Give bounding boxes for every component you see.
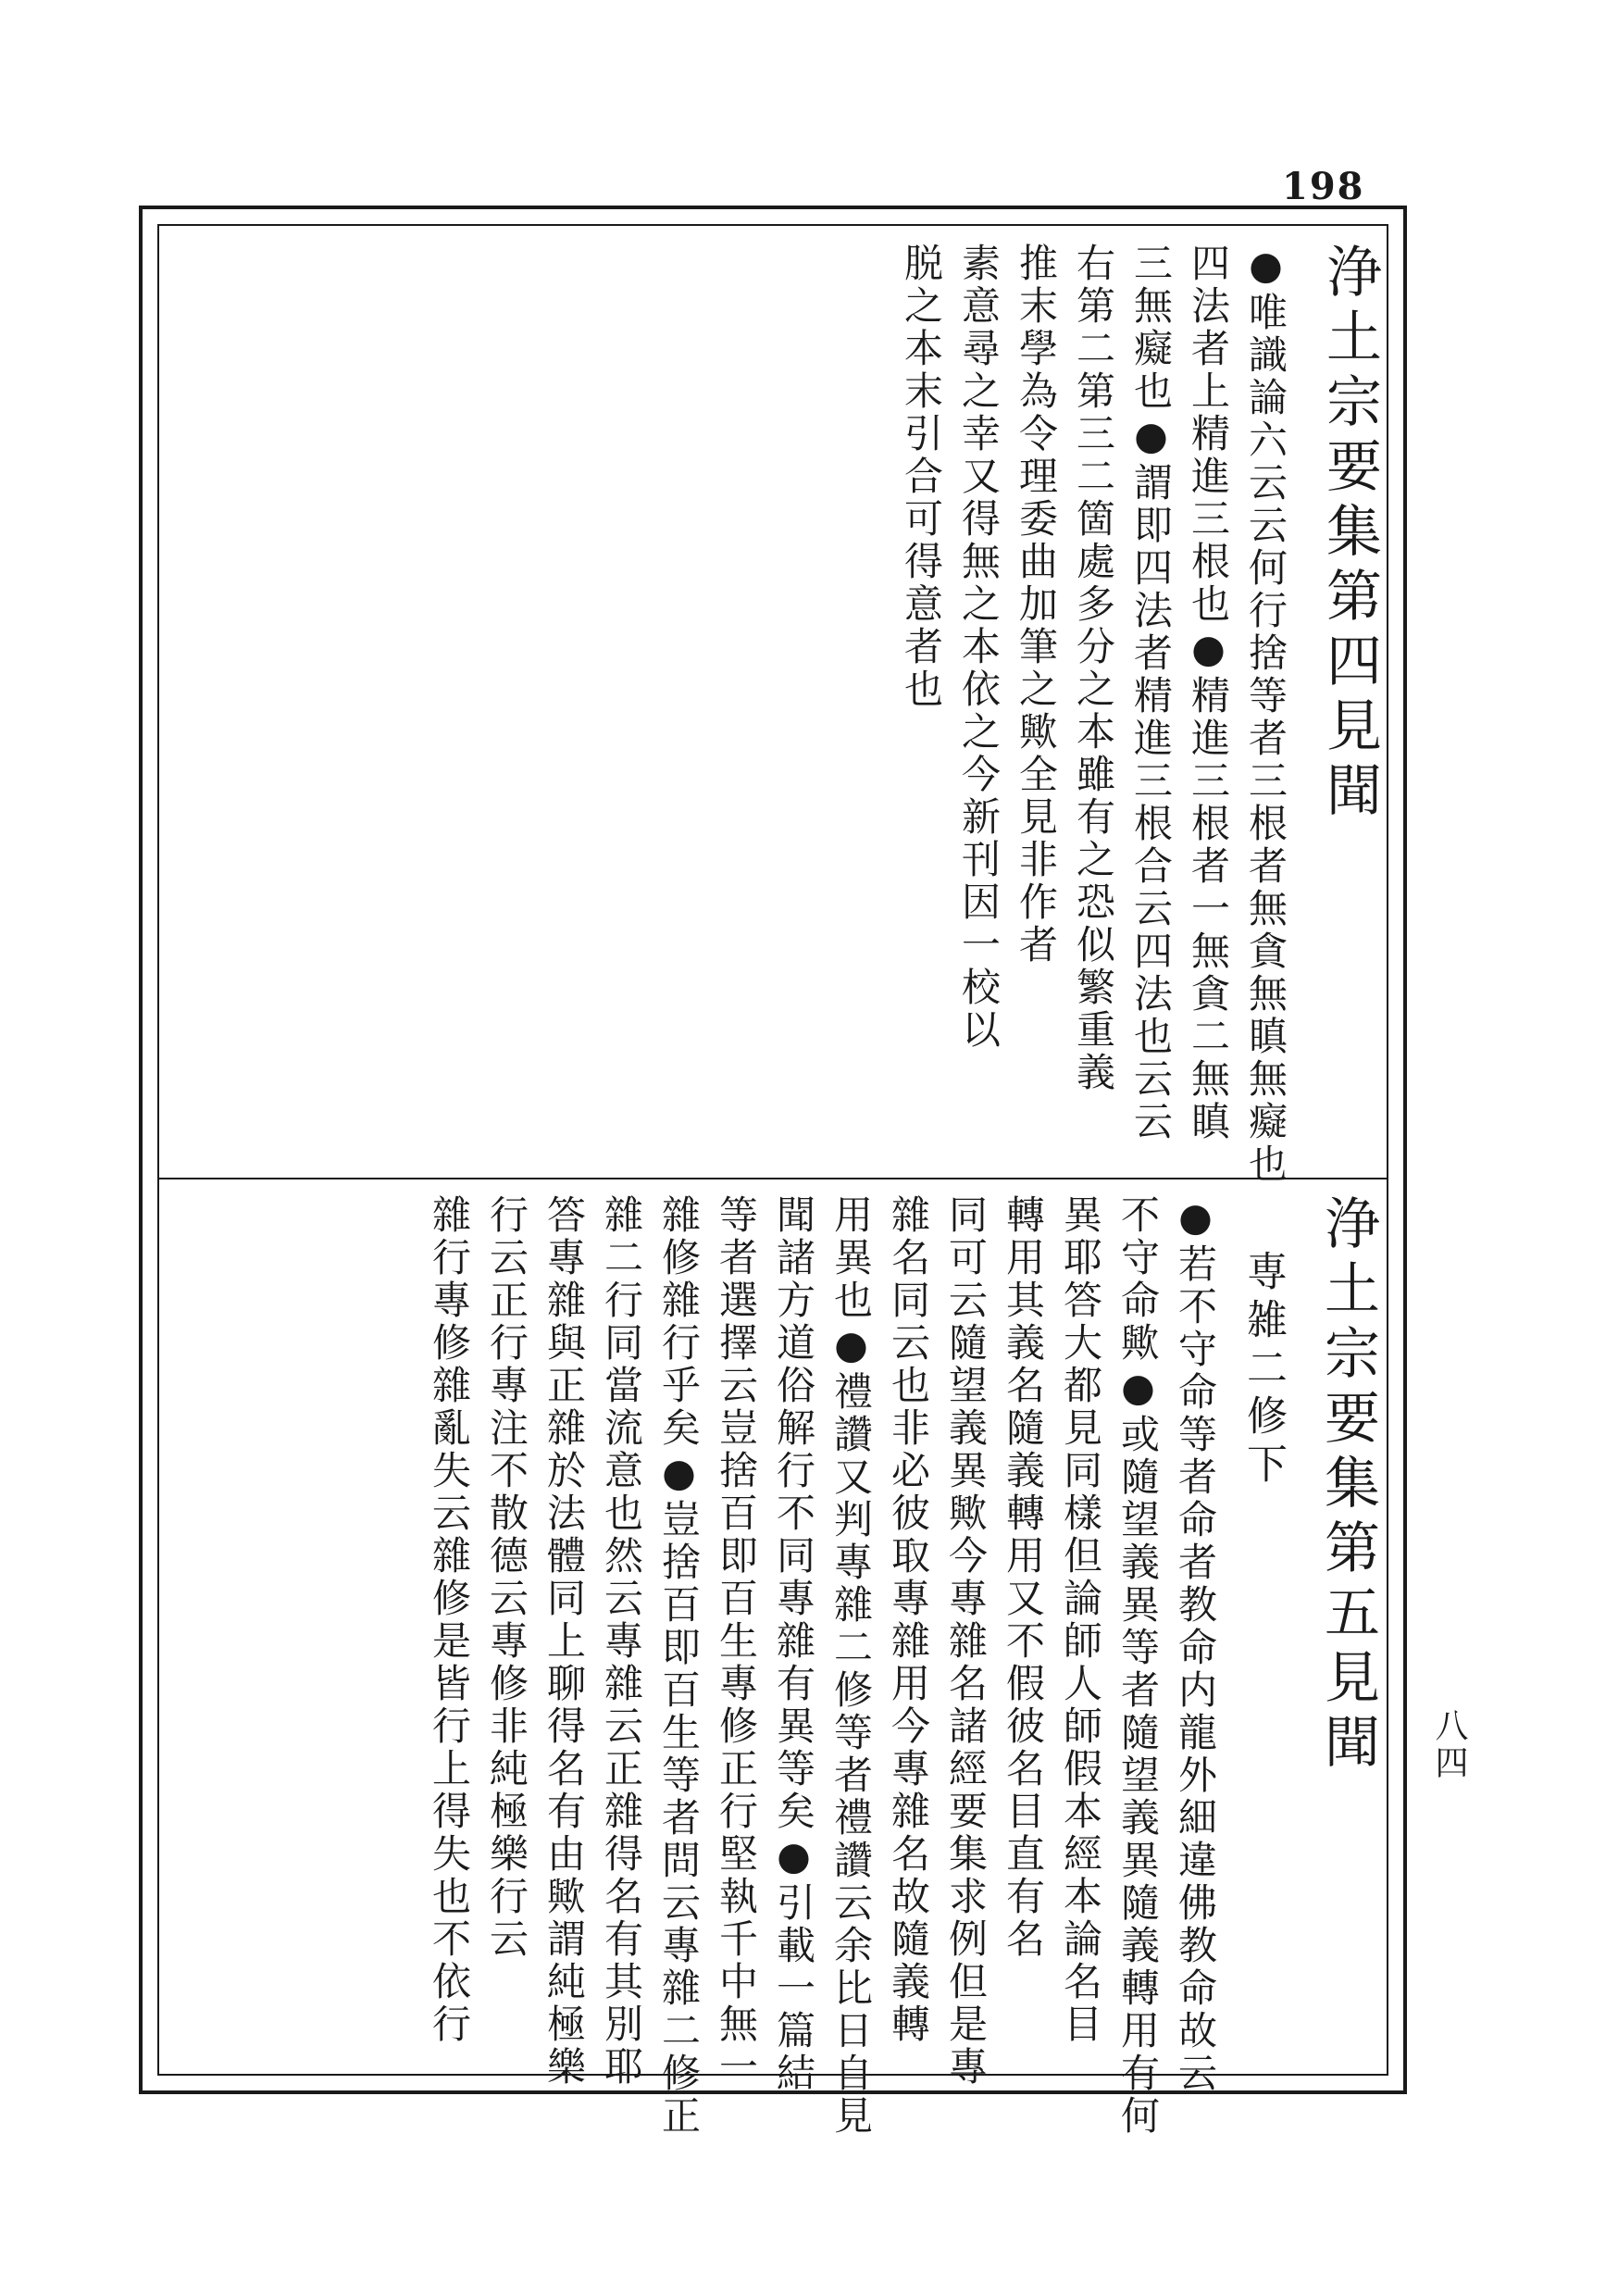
section-5-subtitle: 専雑二修下 — [1239, 1250, 1287, 1491]
section-5-column: 雜修雜行乎矣●豈捨百即百生等者問云專雜二修正 — [656, 1194, 702, 2138]
section-5 — [411, 1194, 1380, 2138]
section-5-column: 不守命歟●或隨望義異等者隨望義異隨義轉用有何 — [1115, 1194, 1161, 2138]
section-5-column: 用異也●禮讚又判專雜二修等者禮讚云余比日自見 — [828, 1194, 874, 2138]
section-5-column: 雜行專修雜亂失云雜修是皆行上得失也不依行 — [427, 1194, 472, 2046]
section-5-column: 聞諸方道俗解行不同專雜有異等矣●引載一篇結 — [771, 1194, 816, 2095]
section-5-column: ●若不守命等者命者教命内龍外細違佛教命故云 — [1173, 1194, 1218, 2095]
section-4 — [883, 243, 1382, 1186]
section-4-title: 浄土宗要集第四見聞 — [1317, 243, 1382, 826]
page-number: 198 — [1282, 165, 1365, 208]
section-4-column: 推末學為令理委曲加筆之歟全見非作者 — [1014, 243, 1059, 967]
section-5-column: 雜名同云也非必彼取專雜用今專雜名故隨義轉 — [886, 1194, 931, 2046]
section-4-column: 脱之本末引合可得意者也 — [899, 243, 944, 711]
section-divider — [157, 1178, 1388, 1179]
section-5-column: 同可云隨望義異歟今專雜名諸經要集求例但是專 — [943, 1194, 989, 2089]
section-5-column: 行云正行專注不散德云專修非純極樂行云 — [484, 1194, 529, 1961]
section-5-column: 異耶答大都見同樣但論師人師假本經本論名目 — [1058, 1194, 1103, 2046]
section-4-column: 四法者上精進三根也●精進三根者一無貪二無瞋 — [1186, 243, 1231, 1143]
section-4-column: ●唯識論六云云何行捨等者三根者無貪無瞋無癡也 — [1243, 243, 1288, 1186]
section-5-column: 轉用其義名隨義轉用又不假彼名目直有名 — [1001, 1194, 1046, 1961]
folio-number: 八四 — [1430, 1708, 1468, 1782]
section-5-column: 答專雜與正雜於法體同上聊得名有由歟謂純極樂 — [541, 1194, 587, 2089]
section-5-title: 浄土宗要集第五見聞 — [1315, 1194, 1380, 1778]
section-4-column: 右第二第三二箇處多分之本雖有之恐似繁重義 — [1071, 243, 1116, 1094]
section-5-column: 雜二行同當流意也然云專雜云正雜得名有其別耶 — [599, 1194, 644, 2089]
section-4-column: 素意尋之幸又得無之本依之今新刊因一校以 — [956, 243, 1002, 1052]
section-4-column: 三無癡也●謂即四法者精進三根合云四法也云云 — [1128, 243, 1174, 1143]
section-5-column: 等者選擇云豈捨百即百生專修正行堅執千中無一 — [714, 1194, 759, 2089]
